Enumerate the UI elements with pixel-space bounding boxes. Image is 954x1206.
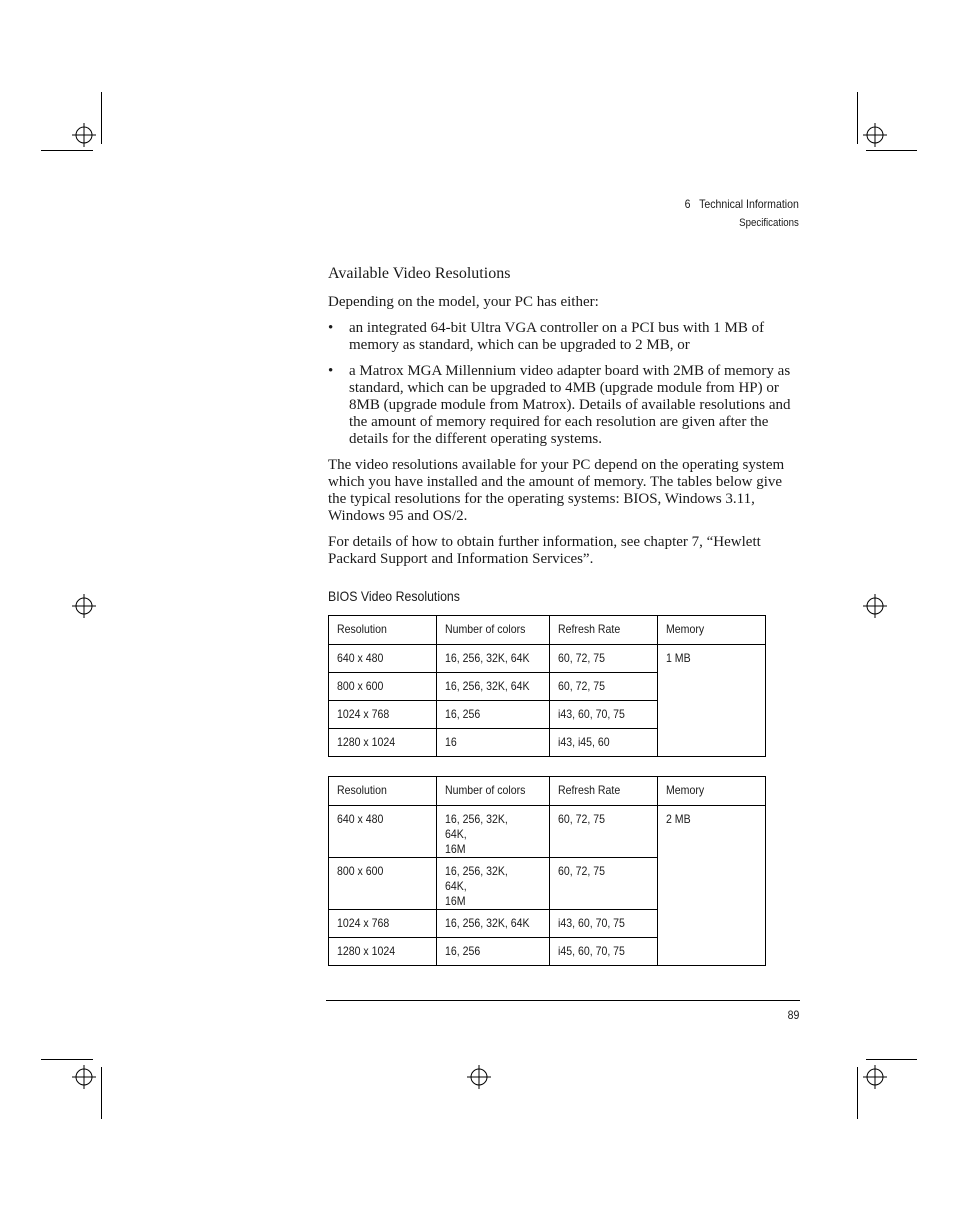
intro-paragraph: Depending on the model, your PC has either: bbox=[328, 294, 599, 310]
running-header bbox=[685, 195, 799, 233]
table-cell: 16, 256, 32K, 64K bbox=[436, 910, 549, 938]
table-cell: 1024 x 768 bbox=[329, 701, 437, 729]
table-cell: 60, 72, 75 bbox=[549, 858, 657, 910]
list-item: • a Matrox MGA Millennium video adapter board with 2MB of memory as standard, which can be upgraded to 4MB (upgrade module from HP) or 8MB (upgrade module from Matrox). Details of available resolutions and the amount of memory required for each resolution are given after the details for the different operating systems. bbox=[328, 363, 803, 448]
column-header: Resolution bbox=[329, 777, 437, 806]
table-cell: 60, 72, 75 bbox=[549, 673, 657, 701]
body-paragraph: The video resolutions available for your PC depend on the operating system which you have installed and the amount of memory. The tables below give the typical resolutions for the operating systems: BIOS, Windows 3.11, Windows 95 and OS/2. bbox=[328, 457, 785, 524]
body-content bbox=[328, 264, 803, 577]
registration-crosshair-icon bbox=[72, 123, 96, 147]
column-header: Number of colors bbox=[436, 616, 549, 645]
footer-rule bbox=[326, 1000, 800, 1001]
bullet-list bbox=[328, 320, 803, 448]
chapter-title: 6 Technical Information bbox=[684, 197, 799, 211]
column-header: Refresh Rate bbox=[549, 777, 657, 806]
table-cell: 1280 x 1024 bbox=[329, 729, 437, 757]
table-cell: 800 x 600 bbox=[329, 673, 437, 701]
page-number: 89 bbox=[787, 1008, 799, 1022]
table-cell: 800 x 600 bbox=[329, 858, 437, 910]
table-cell: 16, 256, 32K, 64K bbox=[436, 673, 549, 701]
body-paragraph: For details of how to obtain further information, see chapter 7, “Hewlett Packard Support and Information Services”. bbox=[328, 534, 761, 567]
column-header: Number of colors bbox=[436, 777, 549, 806]
column-header: Memory bbox=[658, 777, 766, 806]
table-cell: 60, 72, 75 bbox=[549, 645, 657, 673]
registration-crosshair-icon bbox=[72, 1065, 96, 1089]
section-subtitle: Specifications bbox=[739, 217, 799, 229]
table-cell: 1024 x 768 bbox=[329, 910, 437, 938]
table-cell: 16, 256 bbox=[436, 701, 549, 729]
table-cell: 16, 256, 32K, 64K, 16M bbox=[436, 858, 549, 910]
table-title: BIOS Video Resolutions bbox=[328, 588, 460, 604]
table-cell: 16, 256 bbox=[436, 938, 549, 966]
list-item: • an integrated 64-bit Ultra VGA controller on a PCI bus with 1 MB of memory as standard, which can be upgraded to 2 MB, or bbox=[328, 320, 803, 354]
table-cell: 640 x 480 bbox=[329, 806, 437, 858]
column-header: Refresh Rate bbox=[549, 616, 657, 645]
table-cell: i43, 60, 70, 75 bbox=[549, 701, 657, 729]
table-cell: 1280 x 1024 bbox=[329, 938, 437, 966]
table-header-row bbox=[329, 616, 766, 645]
table-cell: i43, i45, 60 bbox=[549, 729, 657, 757]
memory-cell: 2 MB bbox=[658, 806, 766, 966]
column-header: Resolution bbox=[329, 616, 437, 645]
table-cell: 640 x 480 bbox=[329, 645, 437, 673]
table-header-row bbox=[329, 777, 766, 806]
table-cell: 16, 256, 32K, 64K bbox=[436, 645, 549, 673]
registration-crosshair-icon bbox=[72, 594, 96, 618]
registration-crosshair-icon bbox=[863, 123, 887, 147]
resolution-table-2mb bbox=[328, 776, 766, 966]
table-cell: i43, 60, 70, 75 bbox=[549, 910, 657, 938]
table-cell: 60, 72, 75 bbox=[549, 806, 657, 858]
table-row bbox=[329, 806, 766, 858]
memory-cell: 1 MB bbox=[658, 645, 766, 757]
table-row bbox=[329, 645, 766, 673]
table-cell: 16, 256, 32K, 64K, 16M bbox=[436, 806, 549, 858]
resolution-table-1mb bbox=[328, 615, 766, 757]
table-cell: 16 bbox=[436, 729, 549, 757]
registration-crosshair-icon bbox=[863, 594, 887, 618]
registration-crosshair-icon bbox=[863, 1065, 887, 1089]
registration-crosshair-icon bbox=[467, 1065, 491, 1089]
table-cell: i45, 60, 70, 75 bbox=[549, 938, 657, 966]
section-title: Available Video Resolutions bbox=[328, 265, 511, 282]
column-header: Memory bbox=[658, 616, 766, 645]
